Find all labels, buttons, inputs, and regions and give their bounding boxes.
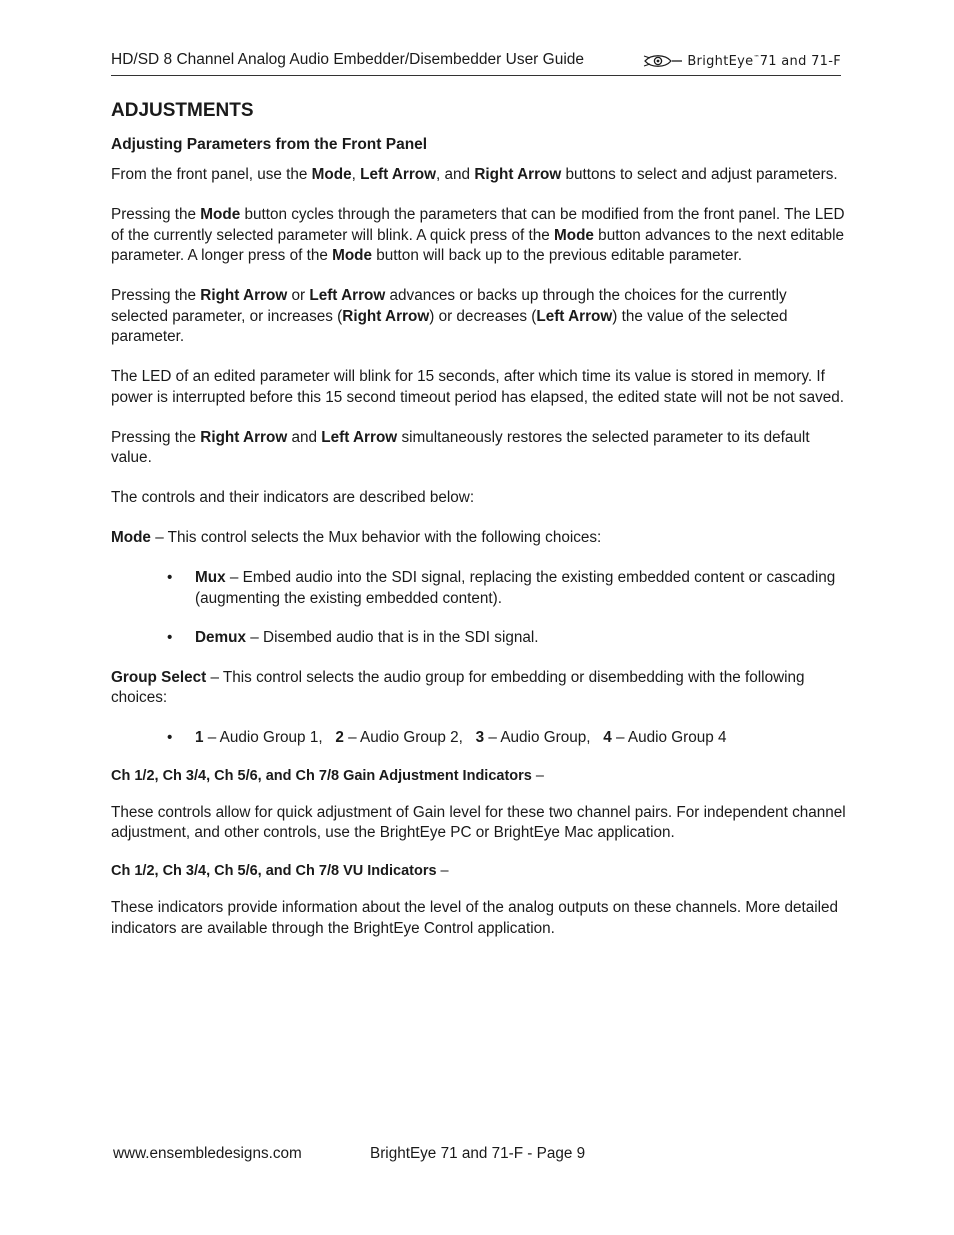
section-title: ADJUSTMENTS [111, 100, 254, 121]
list-item: • Demux – Disembed audio that is in the SDI signal. [195, 628, 846, 649]
page-content [111, 100, 846, 959]
footer-page-number: BrightEye 71 and 71-F - Page 9 [370, 1145, 586, 1162]
brighteye-logo [643, 51, 841, 71]
subsection-title: Adjusting Parameters from the Front Panel [111, 136, 428, 153]
gain-indicators-heading: Ch 1/2, Ch 3/4, Ch 5/6, and Ch 7/8 Gain Adjustment Indicators – [111, 767, 544, 784]
page-header [111, 51, 841, 76]
mode-choices-list [111, 568, 846, 649]
paragraph-restore-default: Pressing the Right Arrow and Left Arrow simultaneously restores the selected parameter to its default value. [111, 428, 810, 466]
footer-website: www.ensembledesigns.com [113, 1145, 302, 1162]
group-choices-list [111, 728, 846, 749]
list-item: • Mux – Embed audio into the SDI signal, replacing the existing embedded content or cascading (augmenting the existing embedded content). [195, 568, 846, 609]
paragraph-led-timeout: The LED of an edited parameter will blink for 15 seconds, after which time its value is stored in memory. If power is interrupted before this 15 second timeout period has elapsed, the edited state will not be not saved. [111, 368, 845, 406]
group-select-description: Group Select – This control selects the audio group for embedding or disembedding with the following choices: [111, 668, 805, 706]
paragraph-mode-button: Pressing the Mode button cycles through the parameters that can be modified from the front panel. The LED of the currently selected parameter will blink. A quick press of the Mode button advances to the next editable parameter. A longer press of the Mode button will back up to the previous editable parameter. [111, 206, 845, 264]
mode-control-description: Mode – This control selects the Mux behavior with the following choices: [111, 529, 602, 546]
guide-title: HD/SD 8 Channel Analog Audio Embedder/Disembedder User Guide [111, 51, 585, 68]
paragraph-controls-intro: The controls and their indicators are described below: [111, 489, 475, 506]
gain-indicators-description: These controls allow for quick adjustment of Gain level for these two channel pairs. For independent channel adjustment, and other controls, use the BrightEye PC or BrightEye Mac application. [111, 803, 846, 841]
paragraph-arrow-buttons: Pressing the Right Arrow or Left Arrow advances or backs up through the choices for the currently selected parameter, or increases (Right Arrow) or decreases (Left Arrow) the value of the selected parameter. [111, 287, 788, 345]
paragraph-front-panel: From the front panel, use the Mode, Left Arrow, and Right Arrow buttons to select and adjust parameters. [111, 166, 838, 183]
vu-indicators-heading: Ch 1/2, Ch 3/4, Ch 5/6, and Ch 7/8 VU Indicators – [111, 863, 449, 879]
list-item: • 1 – Audio Group 1, 2 – Audio Group 2, 3 – Audio Group, 4 – Audio Group 4 [195, 728, 846, 749]
logo-text: BrightEye™71 and 71-F [687, 53, 841, 69]
eye-icon [643, 53, 683, 69]
vu-indicators-description: These indicators provide information about the level of the analog outputs on these channels. More detailed indicators are available through the BrightEye Control application. [111, 899, 839, 937]
